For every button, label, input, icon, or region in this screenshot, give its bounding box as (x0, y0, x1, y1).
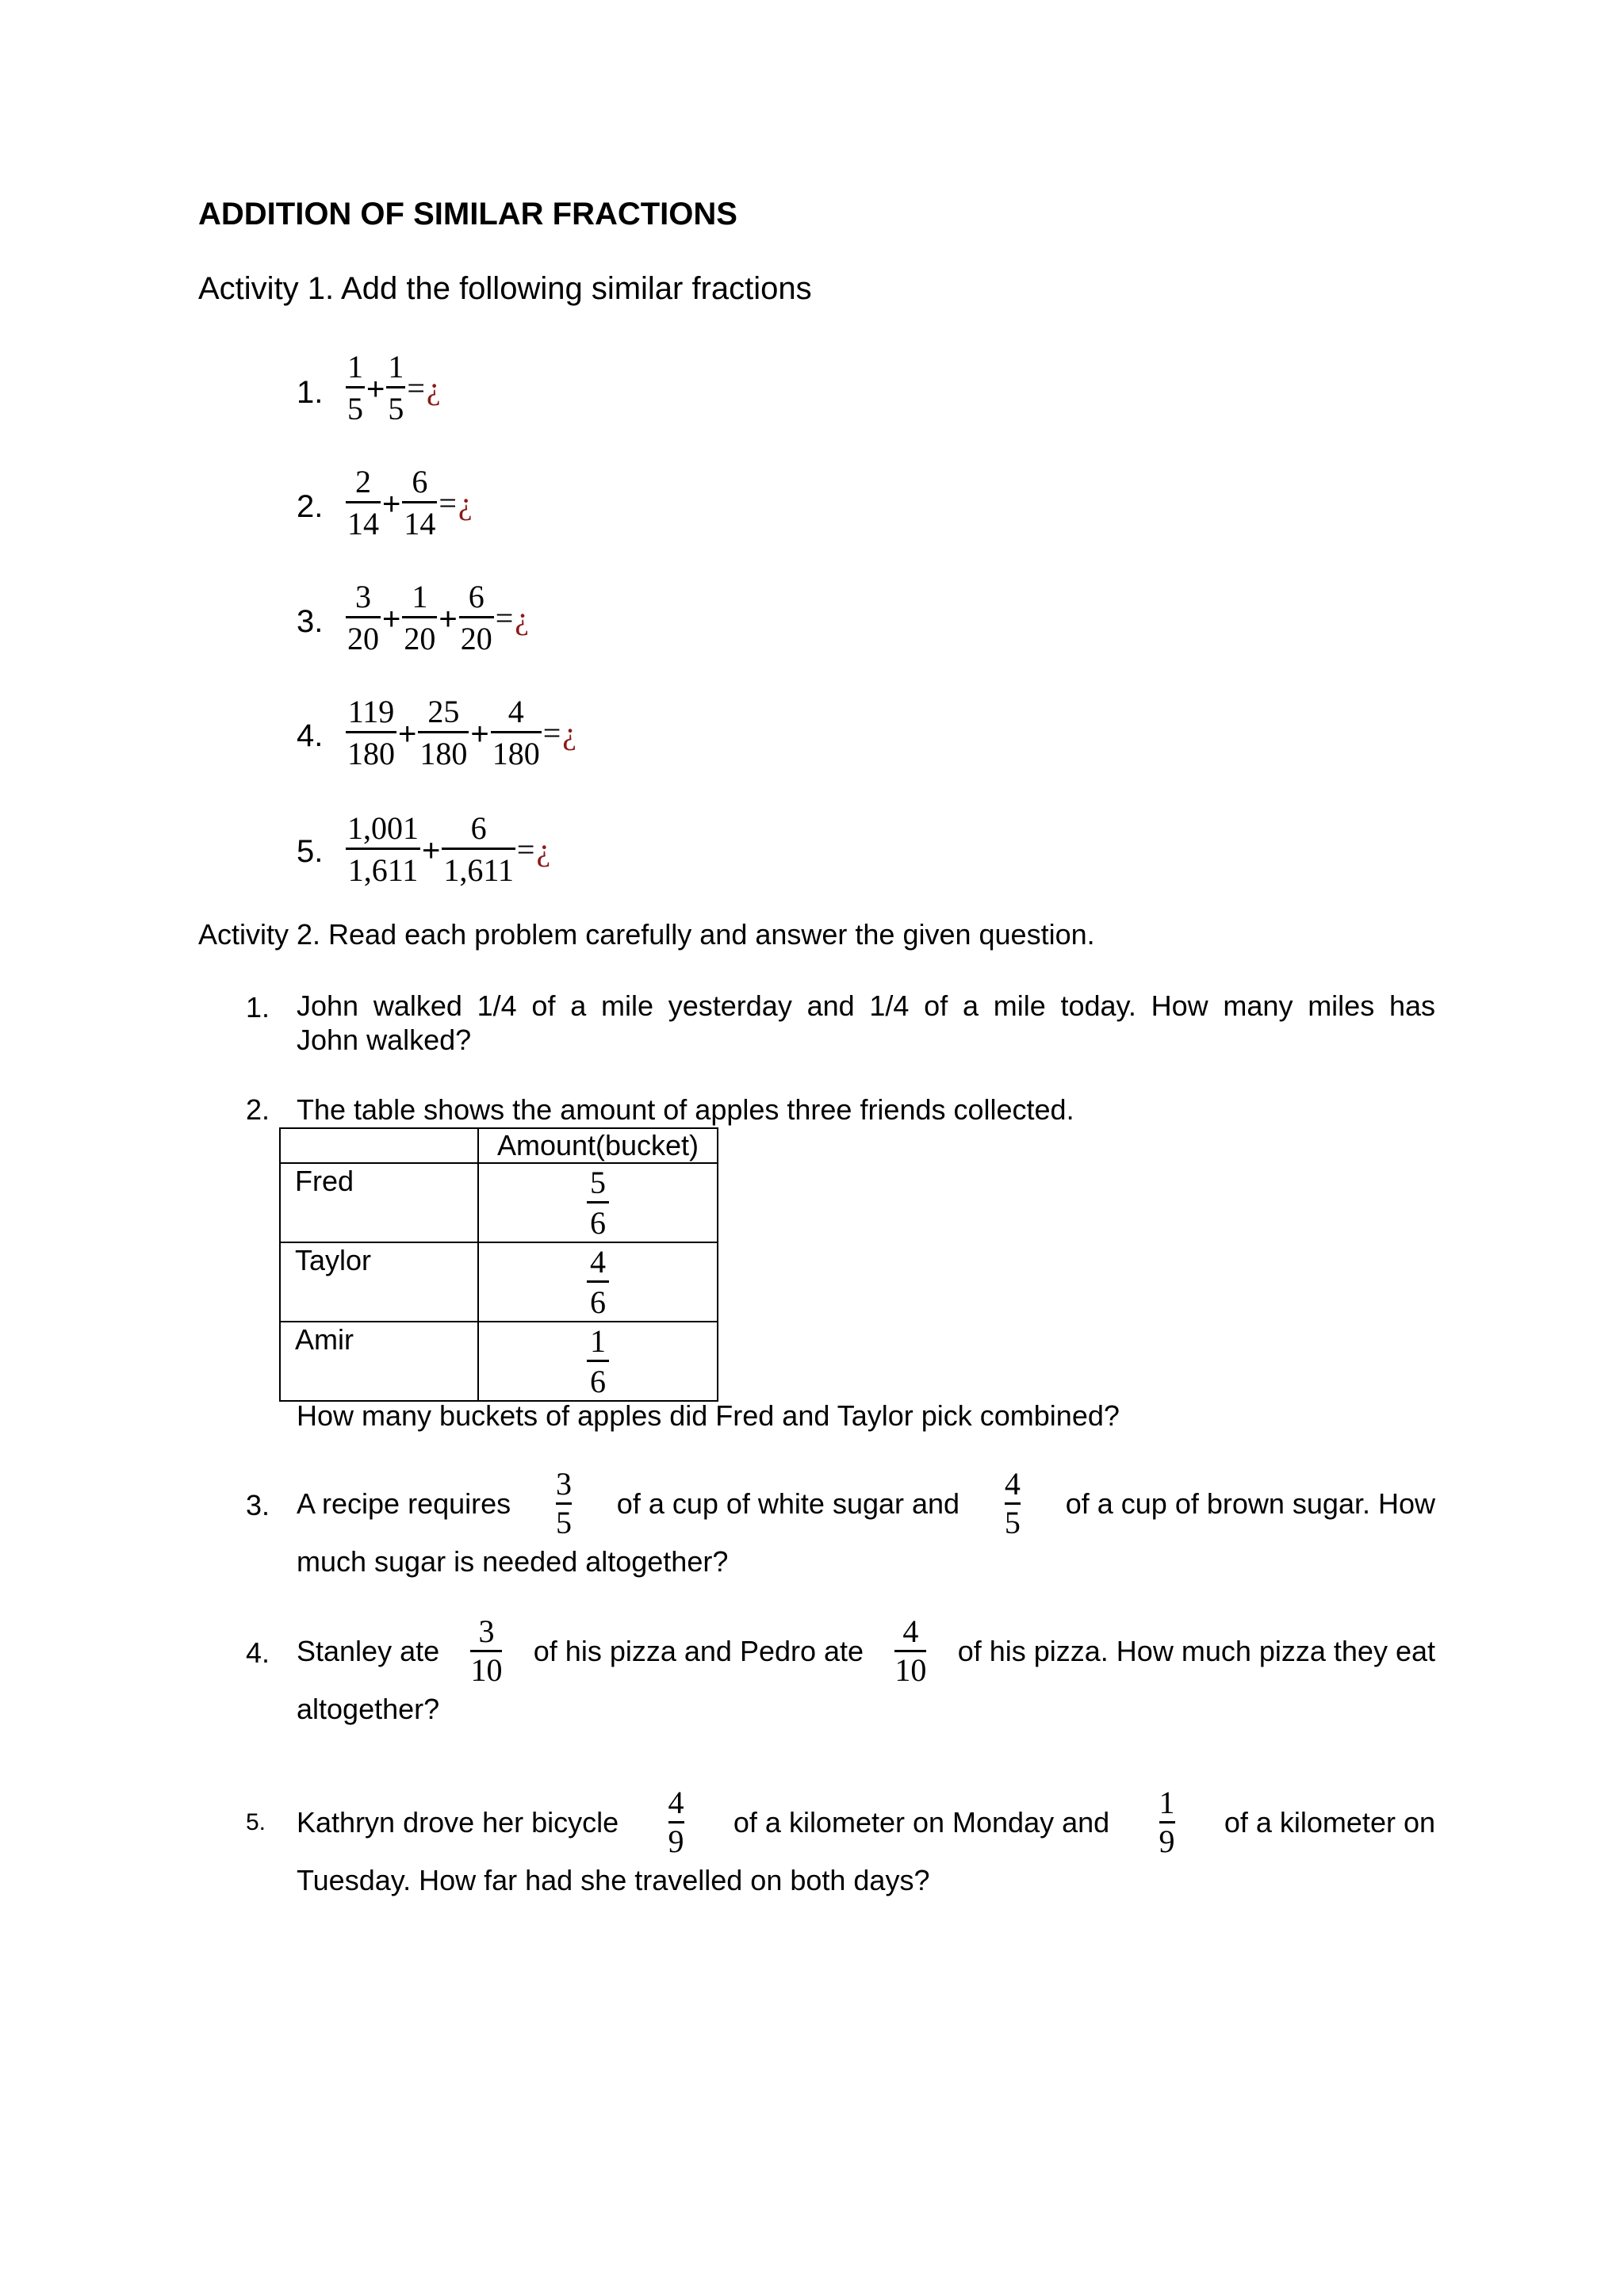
fraction: $\frac{6}{1,611}$ (443, 810, 514, 888)
plus-sign: + (382, 602, 401, 637)
fraction: $\frac{3}{5}$ (555, 1466, 572, 1540)
fraction: $\frac{1}{6}$ (587, 1326, 609, 1398)
equals-sign: = (407, 370, 425, 406)
problem-4-line-1 (297, 1613, 1435, 1688)
exercise-2-expression (346, 466, 473, 540)
unknown-mark: ¿ (515, 600, 530, 636)
equals-sign: = (495, 600, 514, 636)
table-cell-amount (478, 1242, 718, 1322)
problem-3-text-c: of a cup of brown sugar. How (1065, 1487, 1435, 1520)
table-row (280, 1163, 718, 1242)
page-title: ADDITION OF SIMILAR FRACTIONS (198, 197, 737, 232)
fraction: $\frac{4}{6}$ (587, 1246, 609, 1318)
problem-4-line-2: altogether? (297, 1693, 440, 1725)
problem-3-text-a: A recipe requires (297, 1487, 511, 1520)
problem-5-text-c: of a kilometer on (1224, 1805, 1435, 1839)
fraction: $\frac{1,001}{1,611}$ (347, 810, 419, 888)
problem-3-text-b: of a cup of white sugar and (616, 1487, 960, 1520)
problem-5-text-a: Kathryn drove her bicycle (297, 1805, 619, 1839)
fraction: $\frac{1}{5}$ (347, 349, 363, 427)
exercise-1-expression (346, 351, 441, 425)
problem-5-line-2: Tuesday. How far had she travelled on both days? (297, 1864, 930, 1896)
problem-3-line-1 (297, 1468, 1435, 1539)
problem-4-number: 4. (246, 1636, 270, 1669)
table-cell-name: Fred (280, 1163, 478, 1242)
table-row (280, 1322, 718, 1401)
table-header-empty (280, 1128, 478, 1163)
table-cell-amount (478, 1322, 718, 1401)
apples-table (279, 1127, 718, 1402)
problem-4-text-b: of his pizza and Pedro ate (533, 1634, 864, 1667)
problem-5-text-b: of a kilometer on Monday and (733, 1805, 1110, 1839)
problem-4-text-c: of his pizza. How much pizza they eat (957, 1634, 1435, 1667)
problem-2-number: 2. (246, 1093, 270, 1126)
exercise-1-number: 1. (297, 375, 324, 410)
exercise-3-number: 3. (297, 604, 324, 639)
plus-sign: + (398, 717, 417, 752)
problem-4-text-a: Stanley ate (297, 1634, 440, 1667)
problem-2-question: How many buckets of apples did Fred and Taylor pick combined? (297, 1399, 1120, 1432)
exercise-5-expression (346, 810, 551, 888)
problem-1-line-2: John walked? (297, 1024, 472, 1056)
fraction: $\frac{3}{20}$ (347, 579, 379, 656)
plus-sign: + (382, 487, 401, 522)
equals-sign: = (542, 715, 561, 751)
plus-sign: + (470, 717, 489, 752)
unknown-mark: ¿ (536, 832, 551, 867)
table-header-row (280, 1128, 718, 1163)
problem-5-number: 5. (246, 1809, 266, 1835)
fraction: $\frac{4}{9}$ (668, 1785, 684, 1859)
problem-3-number: 3. (246, 1489, 270, 1521)
fraction: $\frac{25}{180}$ (419, 694, 468, 771)
exercise-4-number: 4. (297, 718, 324, 753)
table-row (280, 1242, 718, 1322)
table-cell-name: Taylor (280, 1242, 478, 1322)
fraction: $\frac{1}{9}$ (1159, 1785, 1175, 1859)
exercise-2-number: 2. (297, 489, 324, 524)
table-header-amount: Amount(bucket) (478, 1128, 718, 1163)
table-cell-name: Amir (280, 1322, 478, 1401)
unknown-mark: ¿ (458, 485, 473, 521)
unknown-mark: ¿ (426, 370, 441, 406)
activity2-heading: Activity 2. Read each problem carefully and answer the given question. (198, 918, 1095, 951)
plus-sign: + (366, 372, 385, 407)
fraction: $\frac{1}{20}$ (404, 579, 436, 656)
problem-2-intro: The table shows the amount of apples three friends collected. (297, 1093, 1074, 1126)
fraction: $\frac{4}{180}$ (492, 694, 540, 771)
equals-sign: = (516, 832, 535, 867)
problem-3-line-2: much sugar is needed altogether? (297, 1545, 729, 1578)
problem-1-text: John walked 1/4 of a mile yesterday and 1/4 of a mile today. How many miles has (297, 989, 1435, 1022)
fraction: $\frac{6}{14}$ (404, 464, 436, 541)
plus-sign: + (422, 833, 441, 868)
equals-sign: = (439, 485, 457, 521)
fraction: $\frac{6}{20}$ (460, 579, 492, 656)
exercise-4-expression (346, 696, 576, 770)
activity1-heading: Activity 1. Add the following similar fractions (198, 271, 812, 306)
plus-sign: + (439, 602, 458, 637)
problem-5-line-1 (297, 1787, 1435, 1858)
fraction: $\frac{119}{180}$ (347, 694, 395, 771)
fraction: $\frac{1}{5}$ (388, 349, 404, 427)
exercise-3-expression (346, 581, 529, 655)
fraction: $\frac{5}{6}$ (587, 1167, 609, 1239)
unknown-mark: ¿ (562, 715, 577, 751)
table-cell-amount (478, 1163, 718, 1242)
exercise-5-number: 5. (297, 834, 324, 869)
fraction: $\frac{3}{10}$ (470, 1613, 503, 1688)
fraction: $\frac{2}{14}$ (347, 464, 379, 541)
problem-1-number: 1. (246, 991, 270, 1024)
problem-1-line-1 (297, 989, 1435, 1023)
fraction: $\frac{4}{5}$ (1004, 1466, 1021, 1540)
fraction: $\frac{4}{10}$ (894, 1613, 927, 1688)
